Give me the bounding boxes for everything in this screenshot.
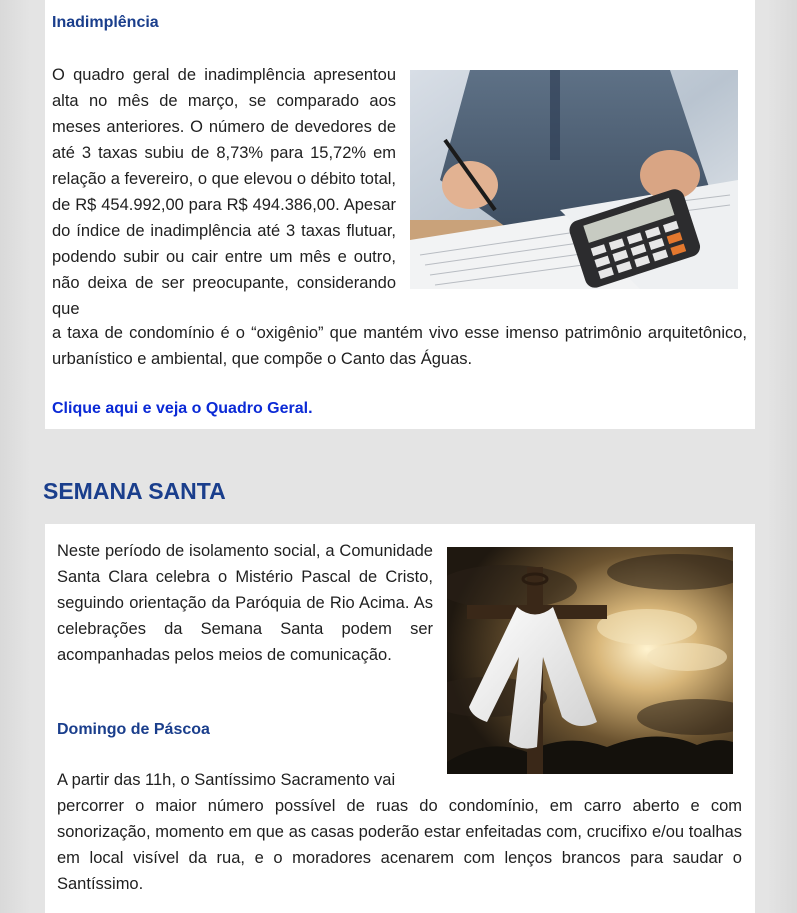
semana-santa-full-paragraph: percorrer o maior número possível de ruas do condomínio, em carro aberto e com sonorização, momento em que as casas poderão estar enfeitadas com, crucifixo e/ou toalhas em local visível da rua, e o moradores acenarem com lenços brancos para saudar o Santíssimo. — [57, 797, 742, 893]
calculator-hands-photo — [410, 70, 738, 289]
article-card-semana-santa — [45, 524, 755, 913]
cross-with-cloth-photo — [447, 547, 733, 774]
article-card-inadimplencia — [45, 0, 755, 429]
quadro-geral-link[interactable]: Clique aqui e veja o Quadro Geral. — [52, 400, 313, 417]
semana-santa-wrapped-paragraph: A partir das 11h, o Santíssimo Sacramento vai — [57, 771, 396, 789]
article-heading: Inadimplência — [52, 14, 159, 31]
domingo-de-pascoa-heading: Domingo de Páscoa — [57, 721, 210, 738]
article-paragraph-wrapped: O quadro geral de inadimplência apresentou alta no mês de março, se comparado aos meses anteriores. O número de devedores de até 3 taxas subiu de 8,73% para 15,72% em relação a fevereiro, o que elevou o débito total, de R$ 454.992,00 para R$ 494.386,00. Apesar do índice de inadimplência até 3 taxas flutuar, podendo subir ou cair entre um mês e outro, não deixa de ser preocupante, considerando que — [52, 66, 396, 318]
semana-santa-intro-paragraph: Neste período de isolamento social, a Comunidade Santa Clara celebra o Mistério Pascal de Cristo, seguindo orientação da Paróquia de Rio Acima. As celebrações da Semana Santa podem ser acompanhadas pelos meios de comunicação. — [57, 542, 433, 664]
section-title: SEMANA SANTA — [43, 478, 226, 504]
article-paragraph-full: a taxa de condomínio é o “oxigênio” que mantém vivo esse imenso patrimônio arquitetônico, urbanístico e ambiental, que compõe o Canto das Águas. — [52, 324, 747, 368]
